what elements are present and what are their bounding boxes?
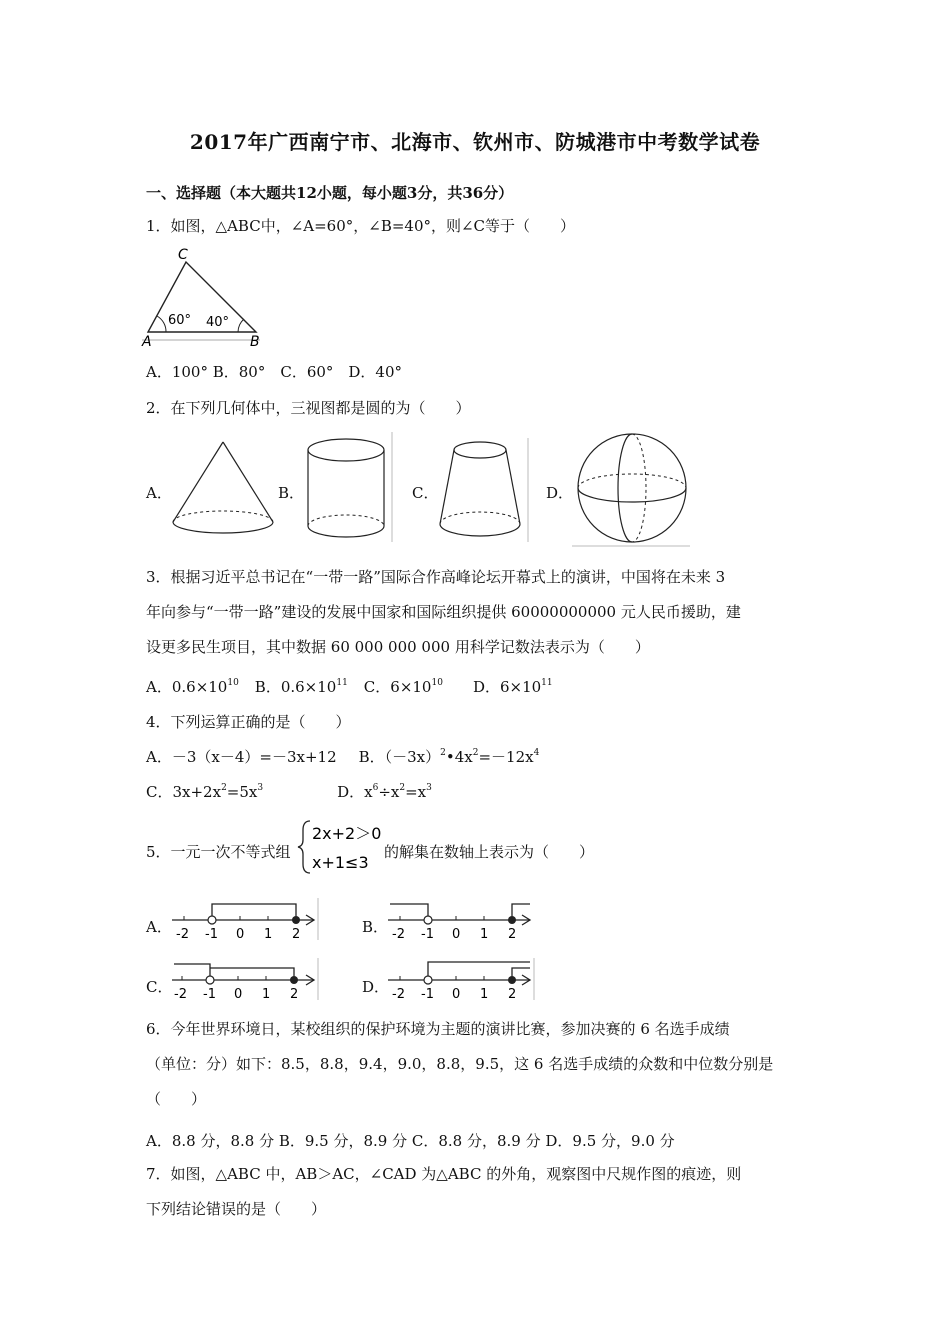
page-title: 2017年广西南宁市、北海市、钦州市、防城港市中考数学试卷: [189, 130, 761, 154]
q3-stem: [146, 560, 806, 665]
numberline-c: [168, 956, 324, 1002]
numberline-b: [384, 896, 540, 942]
q3-option-b: [255, 678, 348, 696]
angle-a-arc: [157, 316, 166, 332]
q5-option-d-label: D．: [362, 978, 390, 996]
q7-stem: [146, 1157, 806, 1227]
numberline-d: [384, 956, 540, 1002]
tick-label: -2: [174, 987, 187, 1002]
cone-figure: [168, 438, 278, 538]
q4-option-d: [337, 783, 432, 801]
q3-d-exp: 11: [541, 678, 553, 688]
tick-label: 2: [292, 927, 301, 942]
q4-c-mid: =5x: [226, 783, 258, 801]
tick-label: 1: [480, 927, 489, 942]
q5-stem-pre: 5．一元一次不等式组: [146, 843, 291, 861]
tick-label: -2: [176, 927, 189, 942]
triangle-abc: [148, 262, 256, 332]
tick-label: -2: [392, 927, 405, 942]
q4-option-b: [359, 748, 540, 766]
tick-label: 2: [508, 987, 517, 1002]
q4-c-pre: C．3x+2x: [146, 783, 222, 801]
tick-label: -1: [203, 987, 216, 1002]
q2-option-c-label: C．: [412, 484, 439, 502]
tick-label: 1: [264, 927, 273, 942]
q4-c-exp1: 2: [221, 783, 227, 793]
q4-d-exp2: 2: [399, 783, 406, 793]
q4-option-c: [146, 783, 263, 801]
q3-line2: 年向参与“一带一路”建设的发展中国家和国际组织提供 60000000000 元人民币援助，建: [146, 603, 741, 621]
q7-line1: 7．如图，△ABC 中，AB＞AC，∠CAD 为△ABC 的外角，观察图中尺规作图的痕迹，则: [146, 1165, 742, 1183]
q4-stem: 4．下列运算正确的是（ ）: [146, 713, 351, 731]
angle-b-arc: [238, 319, 244, 332]
q6-line3: （ ）: [146, 1090, 207, 1108]
q4-b-exp2: 2: [472, 748, 479, 758]
q3-option-c: [364, 678, 443, 696]
q3-c-base: C．6×10: [363, 678, 432, 696]
inequality-system: [296, 818, 386, 876]
q3-a-exp: 10: [227, 678, 239, 688]
q1-stem: 1．如图，△ABC中，∠A=60°，∠B=40°，则∠C等于（ ）: [146, 217, 576, 235]
vertex-b-label: B: [250, 334, 260, 348]
q4-b-pre: B．（－3x）: [358, 748, 441, 766]
q3-b-exp: 11: [336, 678, 348, 688]
q4-b-exp1: 2: [440, 748, 446, 758]
q6-line2: （单位：分）如下：8.5，8.8，9.4，9.0，8.8，9.5，这 6 名选手成绩的众数和中位数分别是: [146, 1055, 774, 1073]
angle-a-value: 60°: [168, 313, 192, 328]
tick-label: 1: [262, 987, 271, 1002]
q4-option-a: A．－3（x－4）=－3x+12: [146, 748, 337, 766]
numberline-a: [168, 896, 324, 942]
tick-label: -1: [205, 927, 218, 942]
q2-option-a-label: A．: [146, 484, 172, 502]
q2-option-b-label: B．: [278, 484, 305, 502]
q5-option-c-label: C．: [146, 978, 173, 996]
tick-label: 0: [452, 987, 461, 1002]
tick-label: 0: [236, 927, 245, 942]
q7-line2: 下列结论错误的是（ ）: [146, 1200, 327, 1218]
q4-options-ab: [146, 747, 539, 767]
q6-stem: [146, 1012, 806, 1117]
q3-a-base: A．0.6×10: [146, 678, 228, 696]
inequality-2: x+1≤3: [312, 853, 369, 872]
tick-label: 2: [290, 987, 299, 1002]
tick-label: 0: [452, 927, 461, 942]
q3-option-a: [146, 678, 239, 696]
vertex-a-label: A: [142, 334, 152, 348]
q4-b-exp3: 4: [533, 748, 540, 758]
q4-b-post: =－12x: [478, 748, 534, 766]
section-heading: 一、选择题（本大题共12小题，每小题3分，共36分）: [146, 184, 514, 202]
q5-option-b-label: B．: [362, 918, 389, 936]
q4-c-exp2: 3: [257, 783, 264, 793]
q2-stem: 2．在下列几何体中，三视图都是圆的为（ ）: [146, 399, 471, 417]
q3-option-d: [473, 678, 553, 696]
tick-label: -2: [392, 987, 405, 1002]
q3-line3: 设更多民生项目，其中数据 60 000 000 000 用科学记数法表示为（ ）: [146, 638, 650, 656]
q3-b-base: B．0.6×10: [254, 678, 337, 696]
q4-d-pre: D．x: [337, 783, 373, 801]
q5-option-a-label: A．: [146, 918, 172, 936]
tick-label: 2: [508, 927, 517, 942]
q3-c-exp: 10: [431, 678, 443, 688]
q6-options: A．8.8 分，8.8 分 B．9.5 分，8.9 分 C．8.8 分，8.9 分 D．9.5 分，9.0 分: [146, 1132, 675, 1150]
q4-d-post: =x: [405, 783, 427, 801]
q4-d-mid: ÷x: [378, 783, 400, 801]
q1-options: A．100° B．80° C．60° D．40°: [146, 363, 403, 381]
angle-b-value: 40°: [206, 315, 230, 330]
q3-d-base: D．6×10: [472, 678, 542, 696]
q6-line1: 6．今年世界环境日，某校组织的保护环境为主题的演讲比赛，参加决赛的 6 名选手成绩: [146, 1020, 730, 1038]
q4-b-mid: •4x: [445, 748, 473, 766]
vertex-c-label: C: [178, 247, 188, 263]
q4-d-exp3: 3: [426, 783, 432, 793]
tick-label: -1: [421, 987, 434, 1002]
tick-label: 1: [480, 987, 489, 1002]
sphere-figure: [572, 432, 692, 550]
inequality-1: 2x+2＞0: [312, 824, 382, 843]
tick-label: 0: [234, 987, 243, 1002]
q4-d-exp1: 6: [372, 783, 379, 793]
q4-options-cd: [146, 782, 432, 802]
q5-stem-post: 的解集在数轴上表示为（ ）: [384, 843, 595, 861]
q3-line1: 3．根据习近平总书记在“一带一路”国际合作高峰论坛开幕式上的演讲，中国将在未来 3: [146, 568, 726, 586]
frustum-figure: [432, 436, 532, 546]
cylinder-figure: [300, 430, 396, 546]
q2-option-d-label: D．: [546, 484, 574, 502]
tick-label: -1: [421, 927, 434, 942]
q1-triangle-figure: [140, 244, 270, 348]
q3-options: [146, 677, 553, 697]
